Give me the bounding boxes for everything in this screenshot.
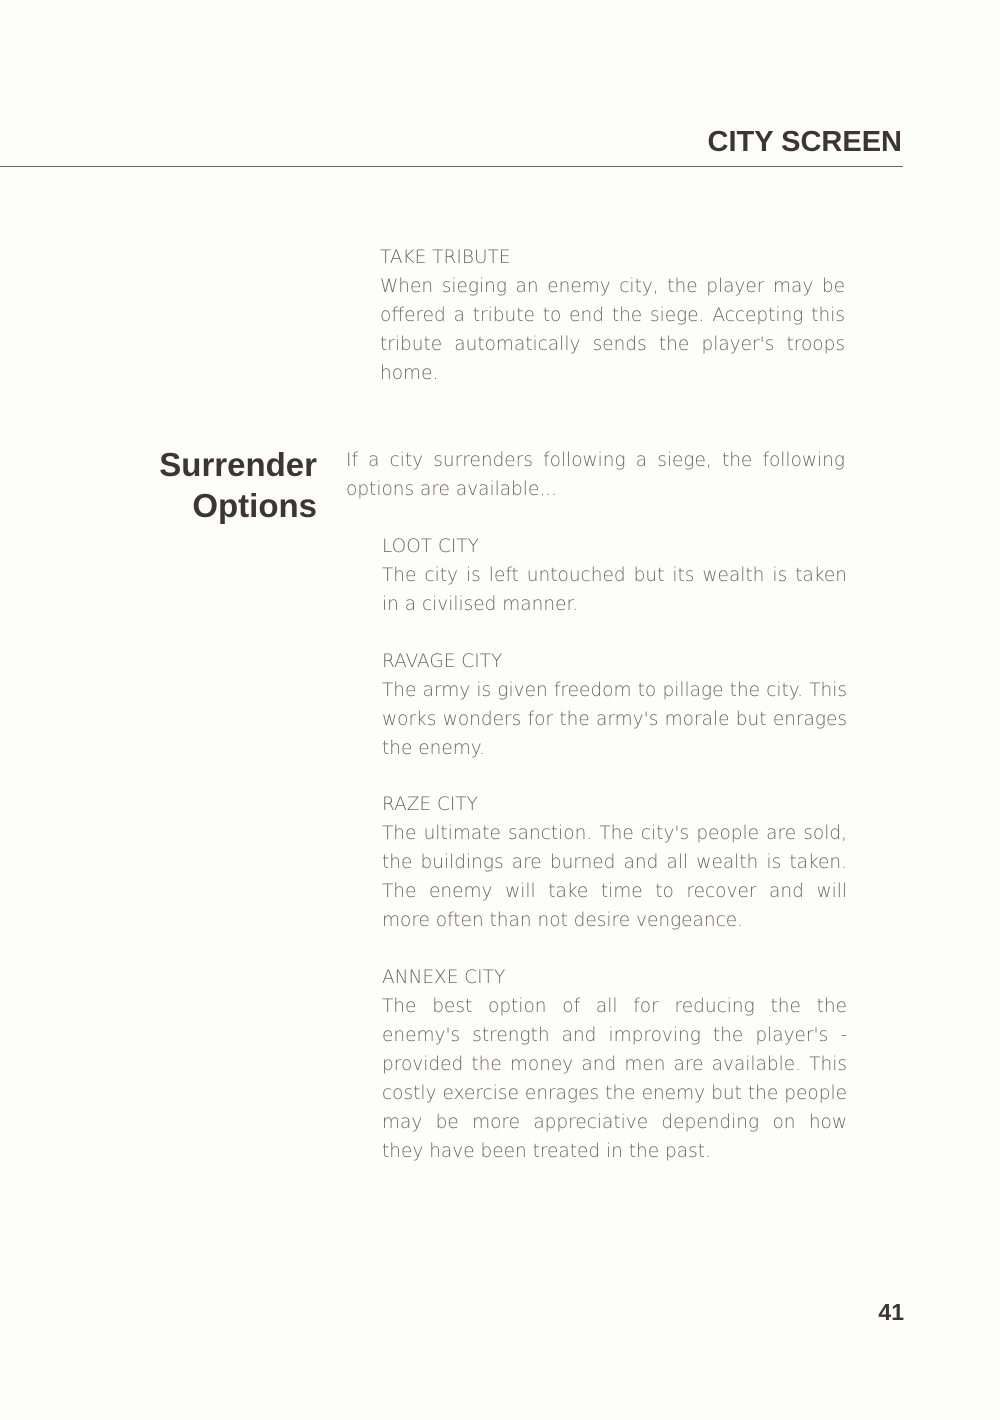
option-loot-city xyxy=(382,532,847,619)
surrender-intro: If a city surrenders following a siege, the following options are available... xyxy=(346,450,845,500)
option-raze-city xyxy=(382,790,847,935)
option-body: The city is left untouched but its wealth is taken in a civilised manner. xyxy=(382,565,847,615)
page-header-title: CITY SCREEN xyxy=(707,126,902,158)
section-heading-line1: Surrender xyxy=(159,446,317,483)
section-heading-line2: Options xyxy=(192,487,317,524)
option-body: The army is given freedom to pillage the city. This works wonders for the army's morale but enrages the enemy. xyxy=(382,680,847,759)
take-tribute-section xyxy=(380,243,845,388)
take-tribute-body: When sieging an enemy city, the player may be offered a tribute to end the siege. Accepting this tribute automatically sends the player's troops home. xyxy=(380,276,845,384)
page-number: 41 xyxy=(878,1299,904,1325)
option-ravage-city xyxy=(382,647,847,763)
section-heading xyxy=(159,444,317,526)
option-title: ANNEXE CITY xyxy=(382,967,506,988)
option-annexe-city xyxy=(382,963,847,1166)
header-divider xyxy=(0,166,903,167)
option-title: RAVAGE CITY xyxy=(382,651,503,672)
option-title: LOOT CITY xyxy=(382,536,479,557)
option-body: The ultimate sanction. The city's people are sold, the buildings are burned and all wealth is taken. The enemy will take time to recover and will more often than not desire vengeance. xyxy=(382,823,847,931)
option-body: The best option of all for reducing the the enemy's strength and improving the player's - provided the money and men are available. This costly exercise enrages the enemy but the people may be more appreciative depending on how they have been treated in the past. xyxy=(382,996,847,1162)
option-title: RAZE CITY xyxy=(382,794,478,815)
take-tribute-title: TAKE TRIBUTE xyxy=(380,247,511,268)
